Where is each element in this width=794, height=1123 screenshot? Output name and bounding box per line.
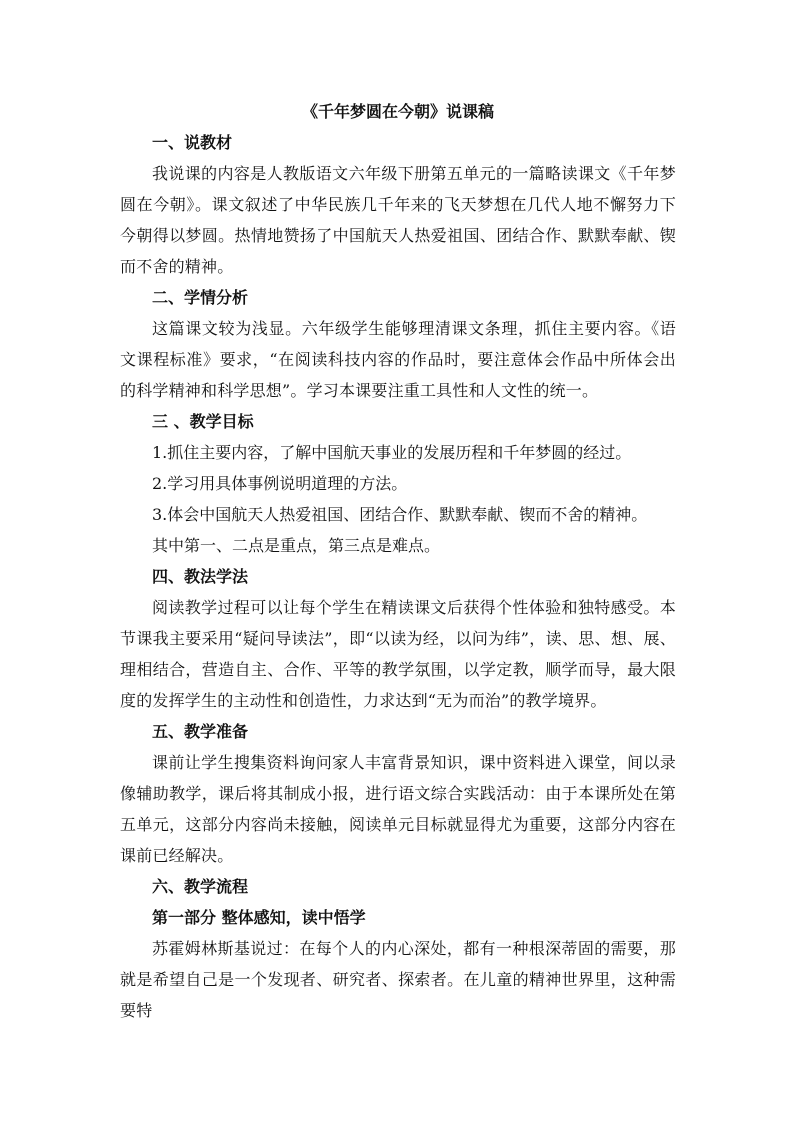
section-heading-textbook: 一、说教材 bbox=[152, 133, 233, 152]
document-title: 《千年梦圆在今朝》说课稿 bbox=[301, 102, 494, 121]
goal-item-2: 2.学习用具体事例说明道理的方法。 bbox=[152, 474, 408, 493]
goal-focus-note: 其中第一、二点是重点，第三点是难点。 bbox=[152, 536, 441, 555]
section-heading-student-analysis: 二、学情分析 bbox=[152, 288, 249, 307]
section-paragraph-textbook: 我说课的内容是人教版语文六年级下册第五单元的一篇略读课文《千年梦圆在今朝》。课文叙述了中华民族几千年来的飞天梦想在几代人地不懈努力下今朝得以梦圆。热情地赞扬了中国航天人热爱祖国、团结合作、默默奉献、锲而不舍的精神。 bbox=[120, 164, 676, 276]
section-heading-preparation: 五、教学准备 bbox=[152, 722, 249, 741]
section-paragraph-preparation: 课前让学生搜集资料询问家人丰富背景知识，课中资料进入课堂，间以录像辅助教学，课后将其制成小报，进行语文综合实践活动：由于本课所处在第五单元，这部分内容尚未接触，阅读单元目标就显得尤为重要，这部分内容在课前已经解决。 bbox=[120, 753, 676, 865]
section-paragraph-methods: 阅读教学过程可以让每个学生在精读课文后获得个性体验和独特感受。本节课我主要采用“疑问导读法”，即“以读为经，以问为纬”，读、思、想、展、理相结合，营造自主、合作、平等的教学氛围，以学定教，顺学而导，最大限度的发挥学生的主动性和创造性，力求达到“无为而治”的教学境界。 bbox=[120, 598, 676, 710]
section-heading-process: 六、教学流程 bbox=[152, 877, 249, 896]
subsection-heading-part-one: 第一部分 整体感知，读中悟学 bbox=[152, 908, 366, 927]
goal-item-1: 1.抓住主要内容，了解中国航天事业的发展历程和千年梦圆的经过。 bbox=[152, 443, 632, 462]
section-heading-teaching-goals: 三 、教学目标 bbox=[152, 412, 254, 431]
section-paragraph-student-analysis: 这篇课文较为浅显。六年级学生能够理清课文条理，抓住主要内容。《语文课程标准》要求，“在阅读科技内容的作品时，要注意体会作品中所体会出的科学精神和科学思想”。学习本课要注重工具性和人文性的统一。 bbox=[120, 319, 676, 400]
section-heading-methods: 四、教法学法 bbox=[152, 567, 249, 586]
section-paragraph-process: 苏霍姆林斯基说过：在每个人的内心深处，都有一种根深蒂固的需要，那就是希望自己是一个发现者、研究者、探索者。在儿童的精神世界里，这种需要特 bbox=[120, 939, 676, 1020]
goal-item-3: 3.体会中国航天人热爱祖国、团结合作、默默奉献、锲而不舍的精神。 bbox=[152, 505, 648, 524]
document-body bbox=[120, 96, 676, 1026]
